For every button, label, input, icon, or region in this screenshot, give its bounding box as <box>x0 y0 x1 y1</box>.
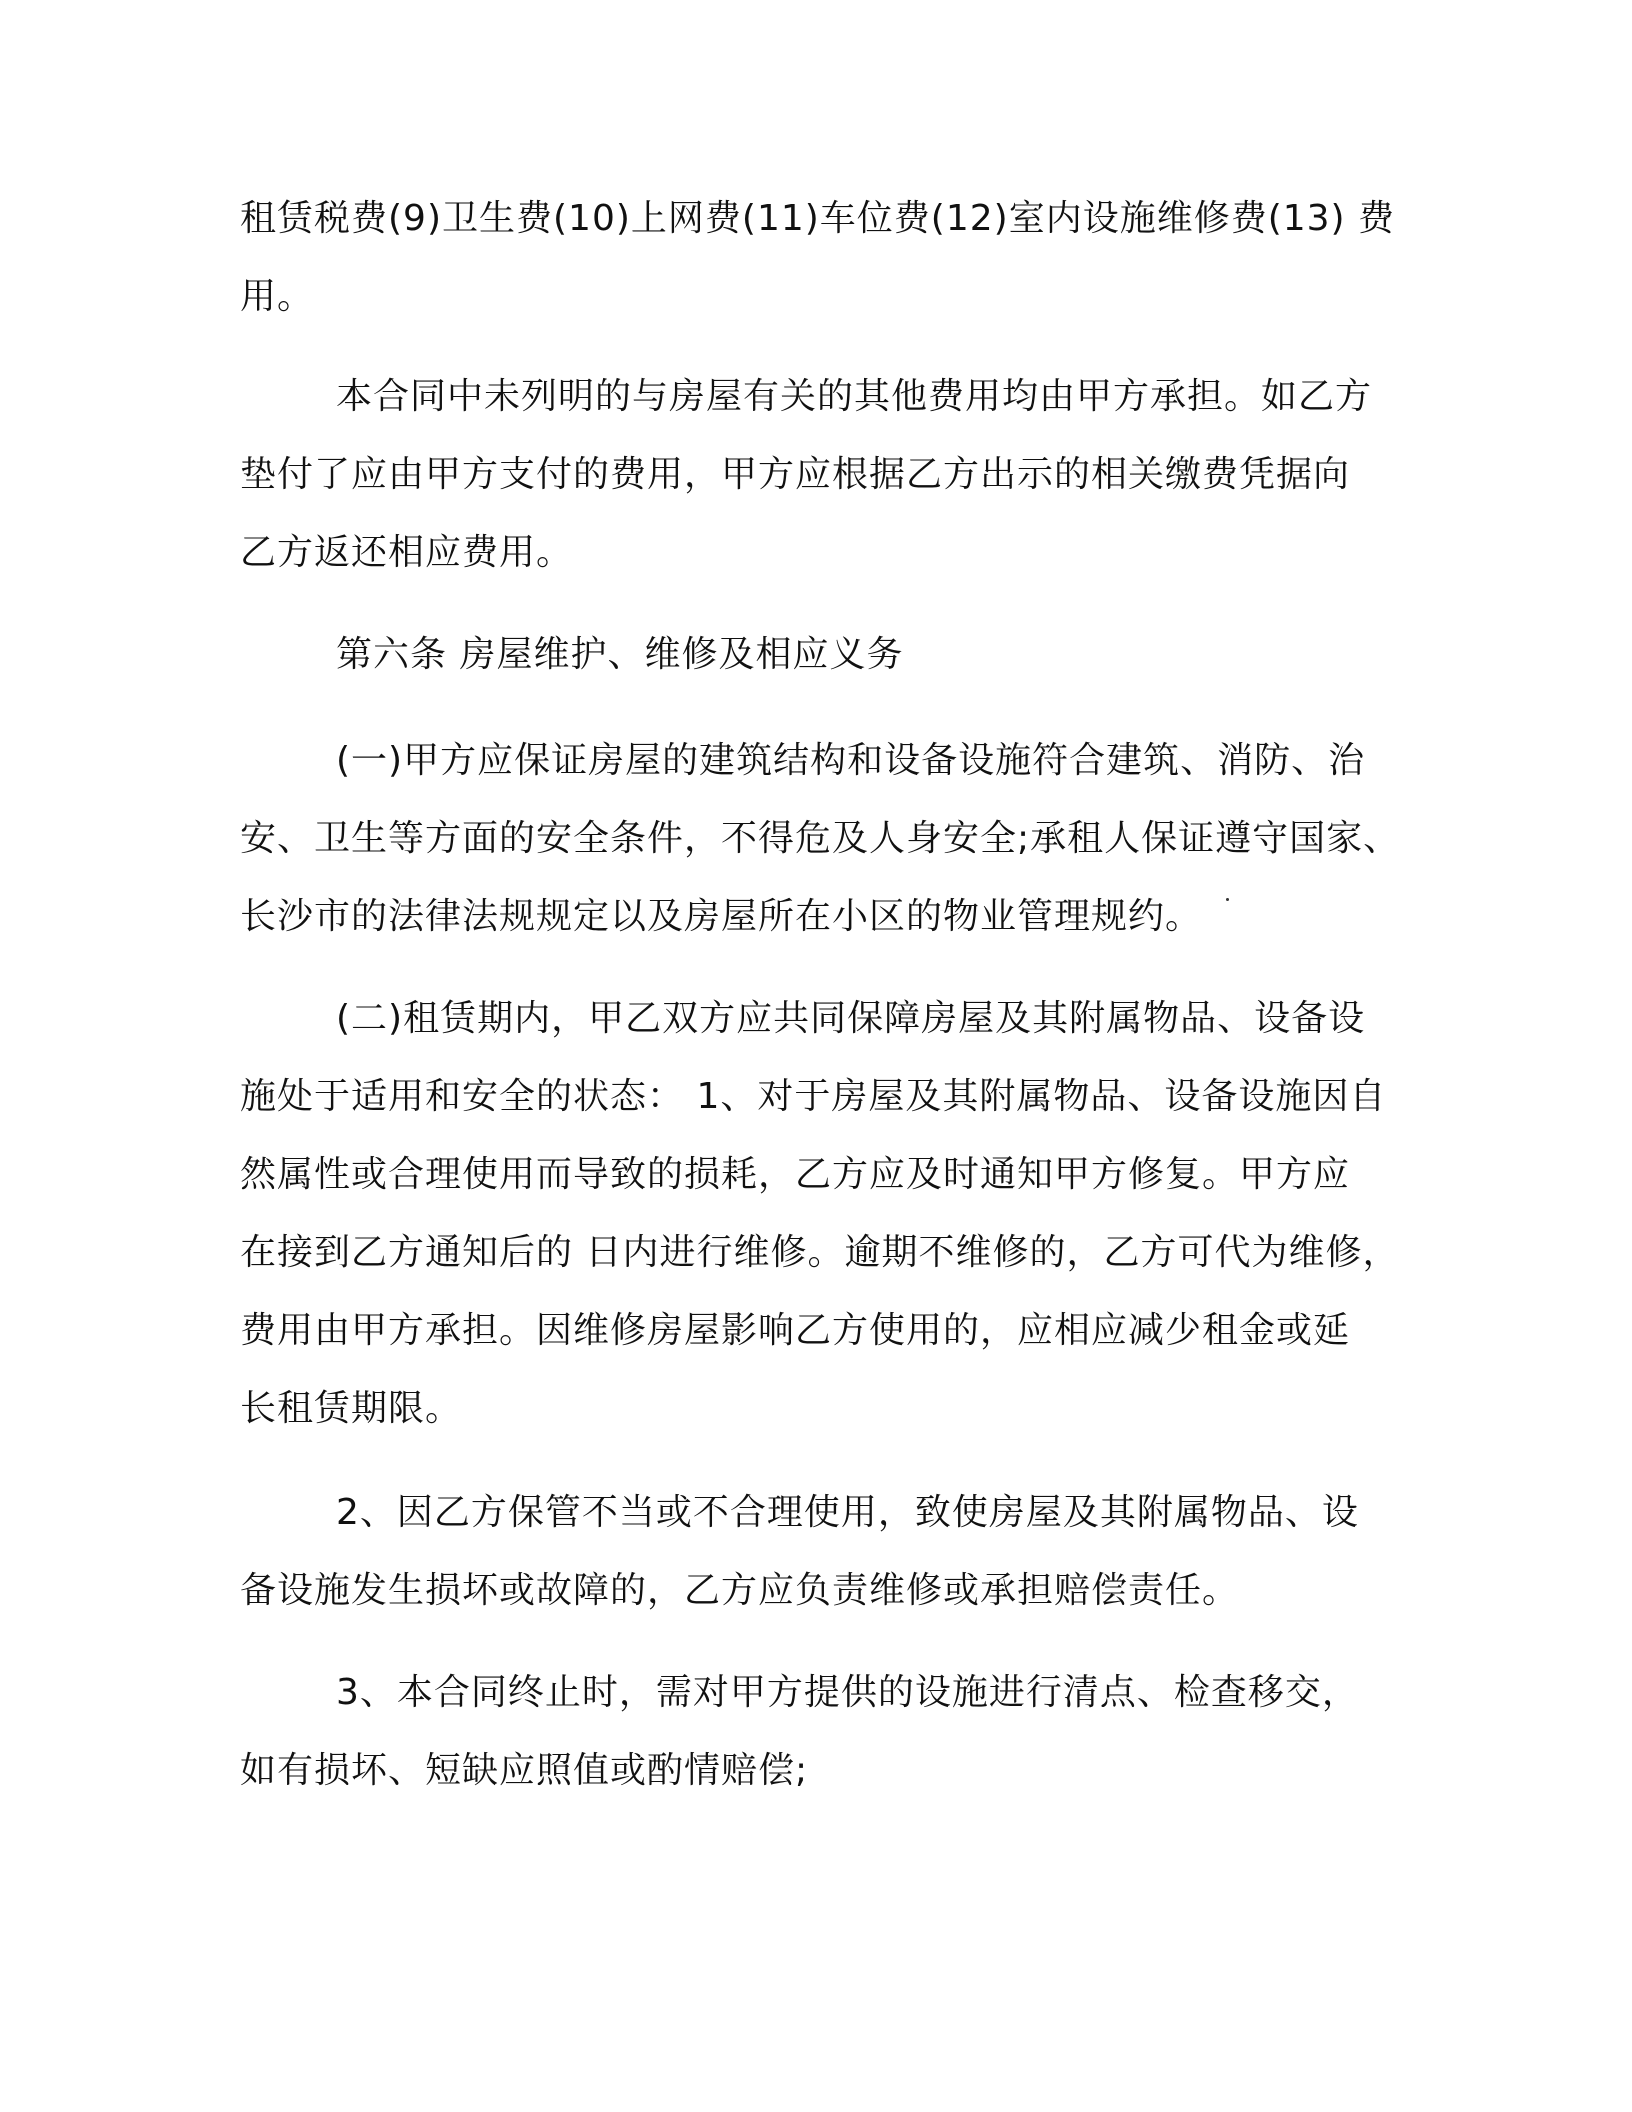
text-line: 3、本合同终止时，需对甲方提供的设施进行清点、检查移交， <box>336 1672 1359 1713</box>
paragraph-fees-continued <box>240 180 1400 336</box>
text-line: (二)租赁期内，甲乙双方应共同保障房屋及其附属物品、设备设 <box>336 998 1366 1039</box>
heading-line: 第六条 房屋维护、维修及相应义务 <box>336 634 904 675</box>
text-line: 本合同中未列明的与房屋有关的其他费用均由甲方承担。如乙方 <box>336 376 1373 417</box>
article-6-heading <box>240 616 1400 694</box>
paragraph-clause-2-item-3 <box>240 1654 1400 1810</box>
text-line: 如有损坏、短缺应照值或酌情赔偿; <box>240 1750 809 1791</box>
text-line: 施处于适用和安全的状态： 1、对于房屋及其附属物品、设备设施因自 <box>240 1076 1387 1117</box>
paragraph-clause-2-item-2 <box>240 1474 1400 1630</box>
text-line: 安、卫生等方面的安全条件，不得危及人身安全;承租人保证遵守国家、 <box>240 818 1401 859</box>
paragraph-clause-2 <box>240 980 1400 1448</box>
paragraph-other-fees <box>240 358 1400 592</box>
text-line: 长沙市的法律法规规定以及房屋所在小区的物业管理规约。 <box>240 896 1203 937</box>
text-line: 费用由甲方承担。因维修房屋影响乙方使用的，应相应减少租金或延 <box>240 1310 1351 1351</box>
stray-dot-mark <box>1226 898 1229 901</box>
text-line: 租赁税费(9)卫生费(10)上网费(11)车位费(12)室内设施维修费(13) 费 <box>240 198 1396 239</box>
text-line: 垫付了应由甲方支付的费用，甲方应根据乙方出示的相关缴费凭据向 <box>240 454 1351 495</box>
text-line: 在接到乙方通知后的 日内进行维修。逾期不维修的，乙方可代为维修， <box>240 1232 1400 1273</box>
text-line: 2、因乙方保管不当或不合理使用，致使房屋及其附属物品、设 <box>336 1492 1359 1533</box>
text-line: 备设施发生损坏或故障的，乙方应负责维修或承担赔偿责任。 <box>240 1570 1240 1611</box>
paragraph-clause-1 <box>240 722 1400 956</box>
text-line: (一)甲方应保证房屋的建筑结构和设备设施符合建筑、消防、治 <box>336 740 1366 781</box>
text-line: 然属性或合理使用而导致的损耗，乙方应及时通知甲方修复。甲方应 <box>240 1154 1351 1195</box>
text-line: 用。 <box>240 276 315 317</box>
text-line: 长租赁期限。 <box>240 1388 463 1429</box>
text-line: 乙方返还相应费用。 <box>240 532 574 573</box>
